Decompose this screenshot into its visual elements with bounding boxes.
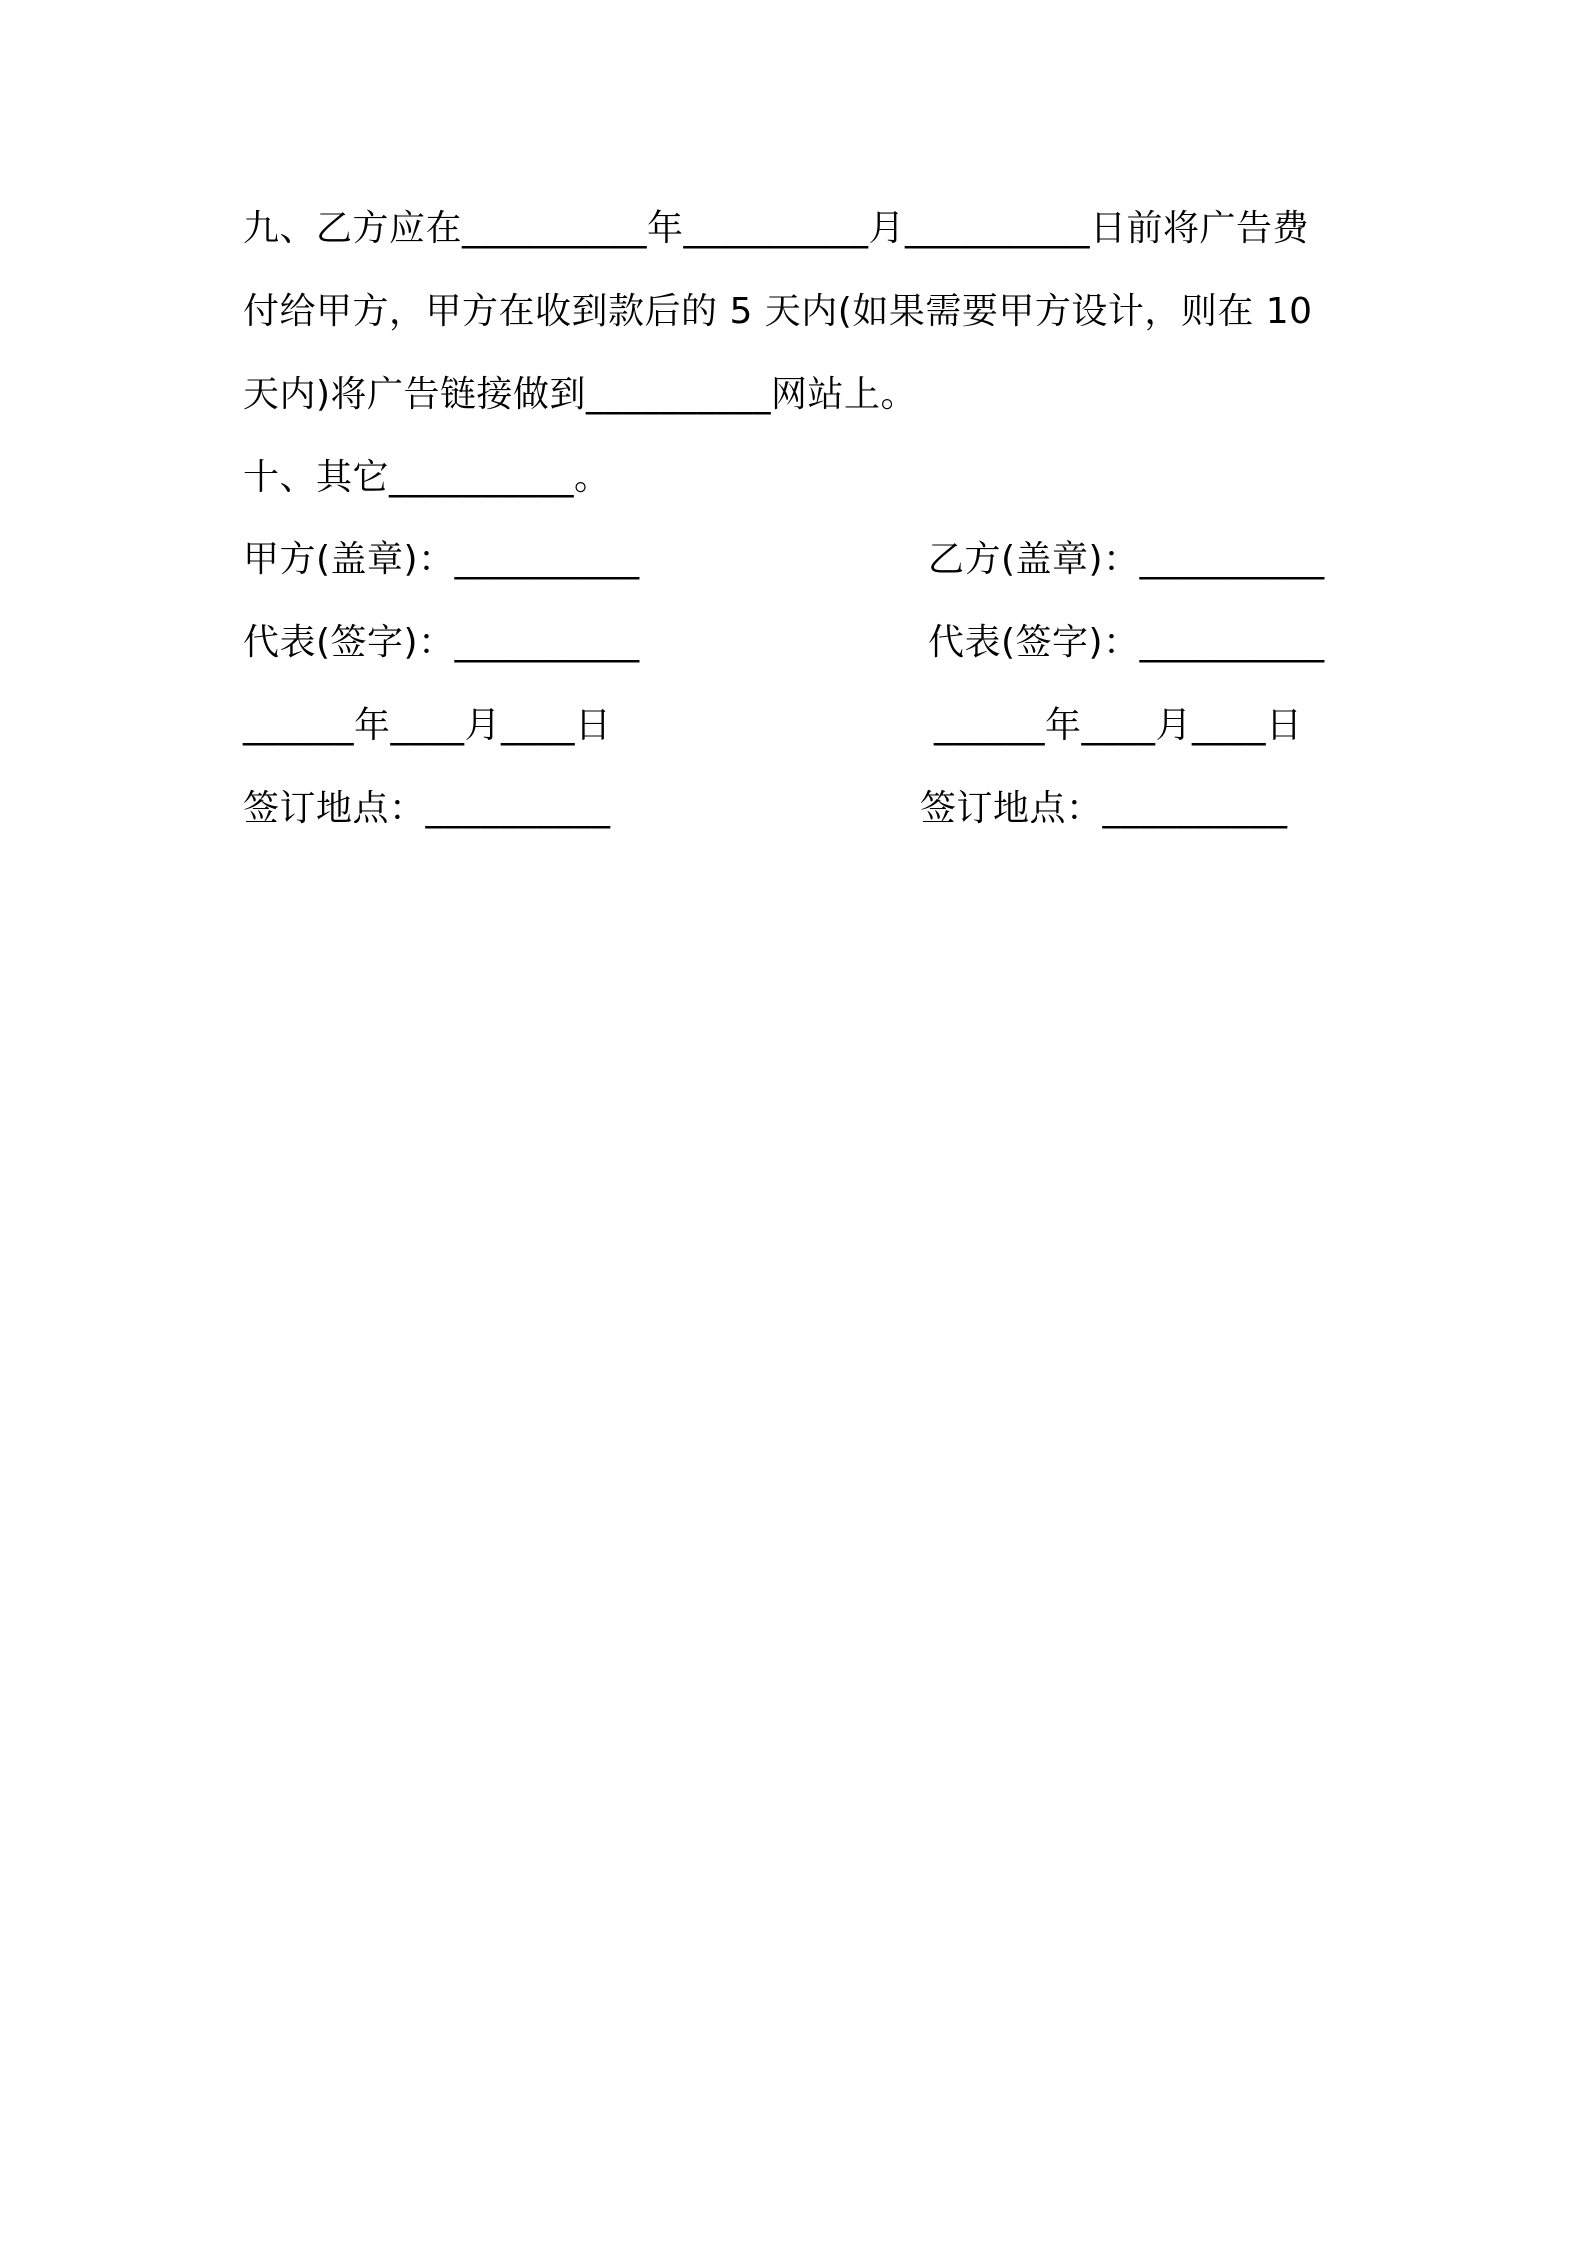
party-b-date-field: ______年____月____日: [934, 705, 1303, 746]
clause-nine-line-1: 九、乙方应在__________年__________月__________日前将广告费: [243, 208, 1310, 249]
clause-nine-line-2: 付给甲方，甲方在收到款后的 5 天内(如果需要甲方设计，则在 10: [243, 291, 1313, 332]
party-b-seal-field: 乙方(盖章)：__________: [928, 539, 1325, 580]
party-a-place-field: 签订地点：__________: [243, 788, 611, 829]
party-b-place-field: 签订地点：__________: [920, 788, 1288, 829]
party-a-date-field: ______年____月____日: [243, 705, 612, 746]
party-b-representative-field: 代表(签字)：__________: [928, 622, 1325, 663]
clause-ten: 十、其它__________。: [243, 457, 611, 498]
clause-nine-line-3: 天内)将广告链接做到__________网站上。: [243, 374, 918, 415]
party-a-representative-field: 代表(签字)：__________: [243, 622, 640, 663]
party-a-seal-field: 甲方(盖章)：__________: [243, 539, 640, 580]
